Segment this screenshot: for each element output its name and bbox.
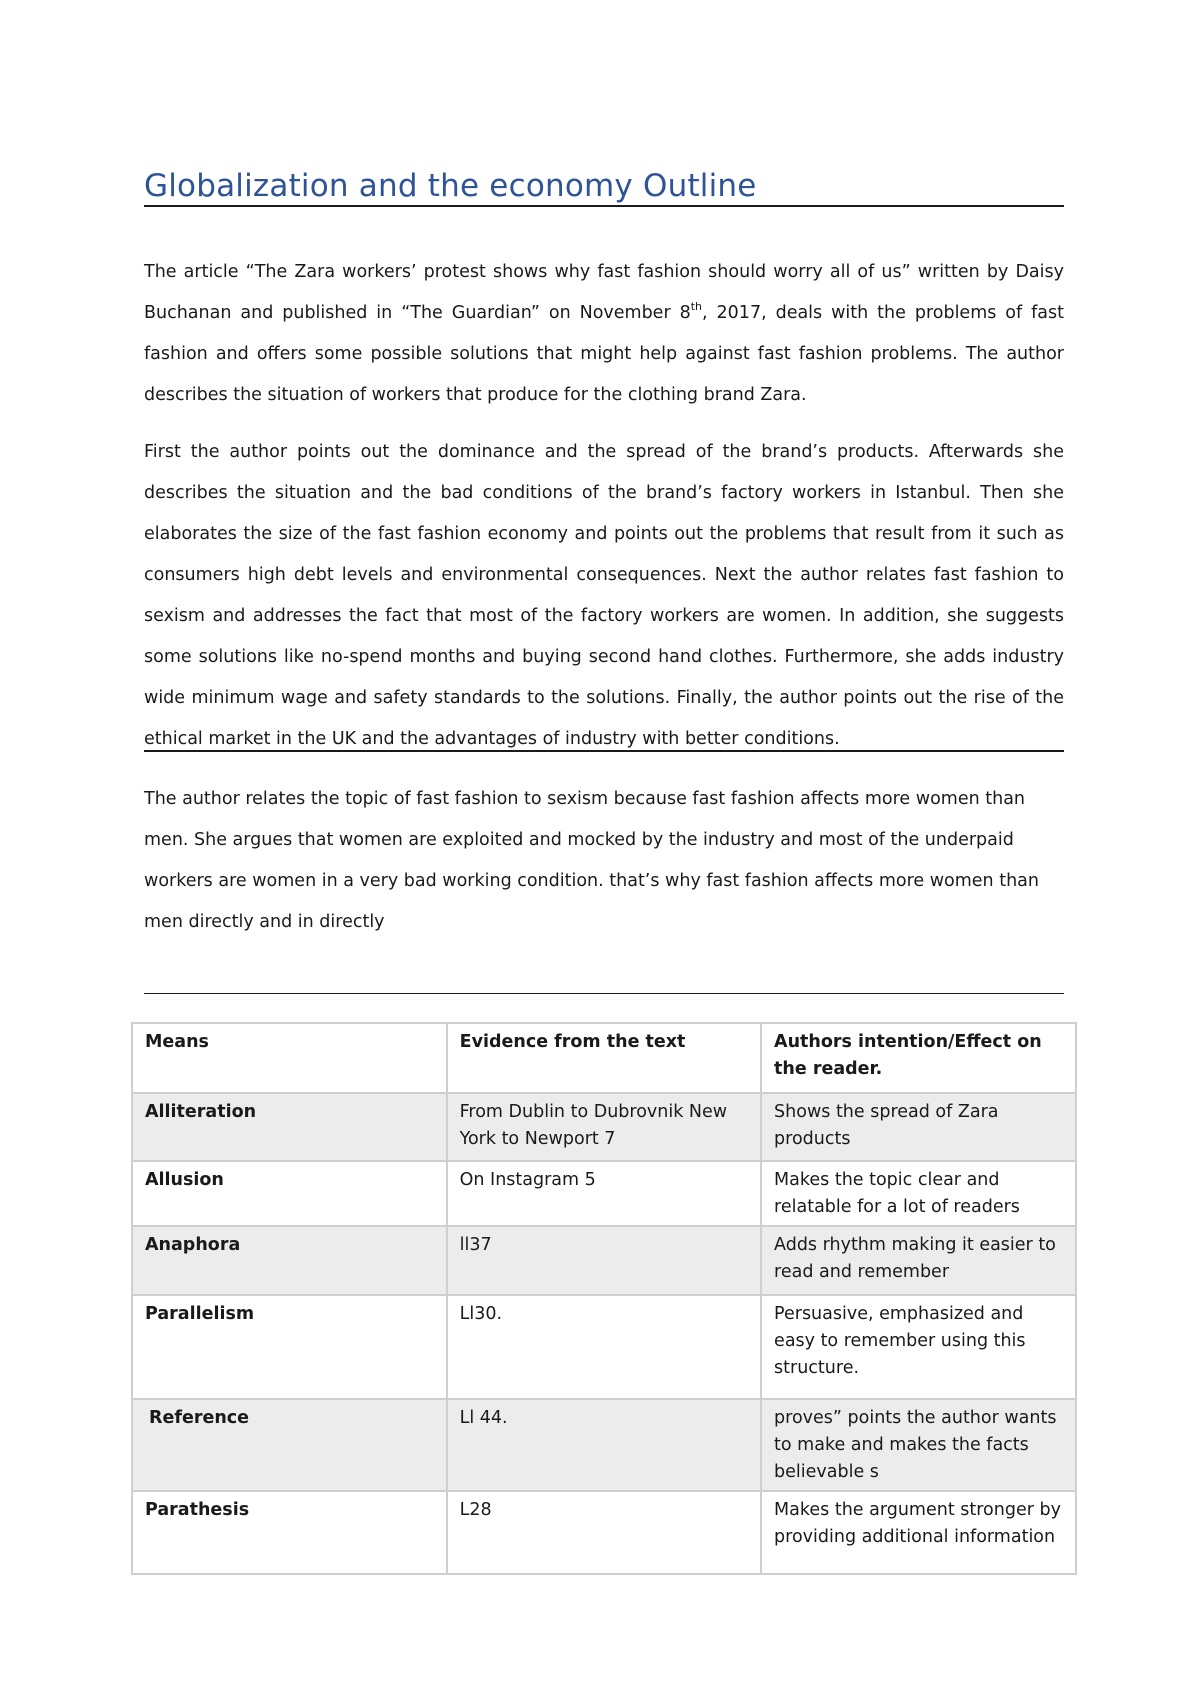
- document-title: Globalization and the economy Outline: [144, 168, 757, 204]
- means-cell: Parallelism: [132, 1295, 447, 1399]
- means-cell: Reference: [132, 1399, 447, 1491]
- header-means: Means: [132, 1023, 447, 1093]
- summary-paragraph-1: [144, 252, 1064, 416]
- table-row: [132, 1491, 1076, 1574]
- table-row: [132, 1226, 1076, 1295]
- table-row: [132, 1093, 1076, 1161]
- analysis-paragraph: The author relates the topic of fast fashion to sexism because fast fashion affects more women than men. She argues that women are exploited and mocked by the industry and most of the underpaid workers are women in a very bad working condition. that’s why fast fashion affects more women than men directly and in directly: [144, 789, 1039, 932]
- evidence-cell: L28: [447, 1491, 761, 1574]
- ordinal-suffix: th: [690, 300, 703, 313]
- table-header-row: [132, 1023, 1076, 1093]
- effect-cell: Makes the topic clear and relatable for a lot of readers: [761, 1161, 1076, 1226]
- table-row: [132, 1295, 1076, 1399]
- paragraph-1-rest: , 2017, deals with the problems of fast fashion and offers some possible solutions that might help against fast fashion problems. The author describes the situation of workers that produce for the clothing brand Zara.: [144, 303, 1064, 405]
- section-divider: [144, 750, 1064, 752]
- evidence-cell: On Instagram 5: [447, 1161, 761, 1226]
- evidence-cell: Ll 44.: [447, 1399, 761, 1491]
- table-top-rule: [144, 993, 1064, 994]
- means-cell: Anaphora: [132, 1226, 447, 1295]
- header-effect: Authors intention/Effect on the reader.: [761, 1023, 1076, 1093]
- table-row: [132, 1161, 1076, 1226]
- effect-cell: Shows the spread of Zara products: [761, 1093, 1076, 1161]
- table-row: [132, 1399, 1076, 1491]
- evidence-cell: From Dublin to Dubrovnik New York to Newport 7: [447, 1093, 761, 1161]
- header-evidence: Evidence from the text: [447, 1023, 761, 1093]
- effect-cell: proves” points the author wants to make and makes the facts believable s: [761, 1399, 1076, 1491]
- evidence-cell: Ll30.: [447, 1295, 761, 1399]
- title-underline: [144, 205, 1064, 207]
- effect-cell: Persuasive, emphasized and easy to remember using this structure.: [761, 1295, 1076, 1399]
- means-cell: Parathesis: [132, 1491, 447, 1574]
- effect-cell: Adds rhythm making it easier to read and remember: [761, 1226, 1076, 1295]
- evidence-cell: ll37: [447, 1226, 761, 1295]
- paragraph-1-text: The article “The Zara workers’ protest shows why fast fashion should worry all of us” written by Daisy Buchanan and published in “The Guardian” on November 8: [144, 262, 1064, 323]
- means-cell: Allusion: [132, 1161, 447, 1226]
- effect-cell: Makes the argument stronger by providing additional information: [761, 1491, 1076, 1574]
- stylistic-devices-table: [131, 1022, 1077, 1575]
- means-cell: Alliteration: [132, 1093, 447, 1161]
- summary-paragraph-2: First the author points out the dominance and the spread of the brand’s products. Afterwards she describes the situation and the bad conditions of the brand’s factory workers in Istanbul. Then she elaborates the size of the fast fashion economy and points out the problems that result from it such as consumers high debt levels and environmental consequences. Next the author relates fast fashion to sexism and addresses the fact that most of the factory workers are women. In addition, she suggests some solutions like no-spend months and buying second hand clothes. Furthermore, she adds industry wide minimum wage and safety standards to the solutions. Finally, the author points out the rise of the ethical market in the UK and the advantages of industry with better conditions.: [144, 442, 1064, 749]
